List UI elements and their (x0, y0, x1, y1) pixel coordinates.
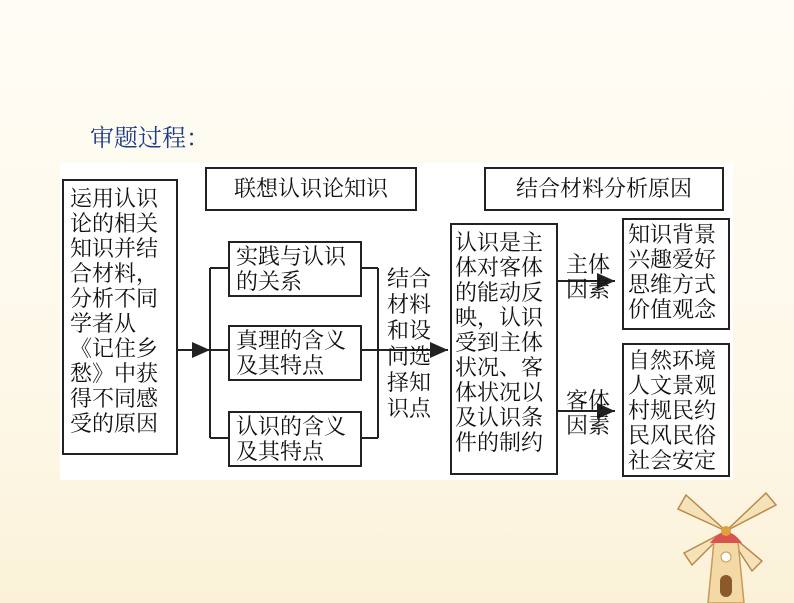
material-box: 运用认识论的相关知识并结合材料，分析不同学者从《记住乡愁》中获得不同感受的原因 (62, 179, 178, 455)
connector-label: 结合材料和设问选择知识点 (387, 267, 432, 422)
header-analysis: 结合材料分析原因 (484, 167, 724, 211)
object-factors-box: 自然环境人文景观村规民约民风民俗社会安定 (622, 343, 730, 477)
header-knowledge: 联想认识论知识 (205, 167, 417, 211)
object-factor-label: 客体因素 (566, 389, 611, 439)
diagram-panel (60, 163, 733, 480)
knowledge-item-truth: 真理的含义及其特点 (228, 325, 362, 381)
analysis-box: 认识是主体对客体的能动反映，认识受到主体状况、客体状况以及认识条件的制约 (450, 223, 558, 475)
page-title: 审题过程： (90, 124, 210, 152)
knowledge-item-practice: 实践与认识的关系 (228, 241, 362, 297)
subject-factors-box: 知识背景兴趣爱好思维方式价值观念 (622, 218, 730, 330)
knowledge-item-cognition: 认识的含义及其特点 (228, 411, 362, 467)
subject-factor-label: 主体因素 (566, 253, 611, 303)
windmill-icon (666, 483, 786, 603)
